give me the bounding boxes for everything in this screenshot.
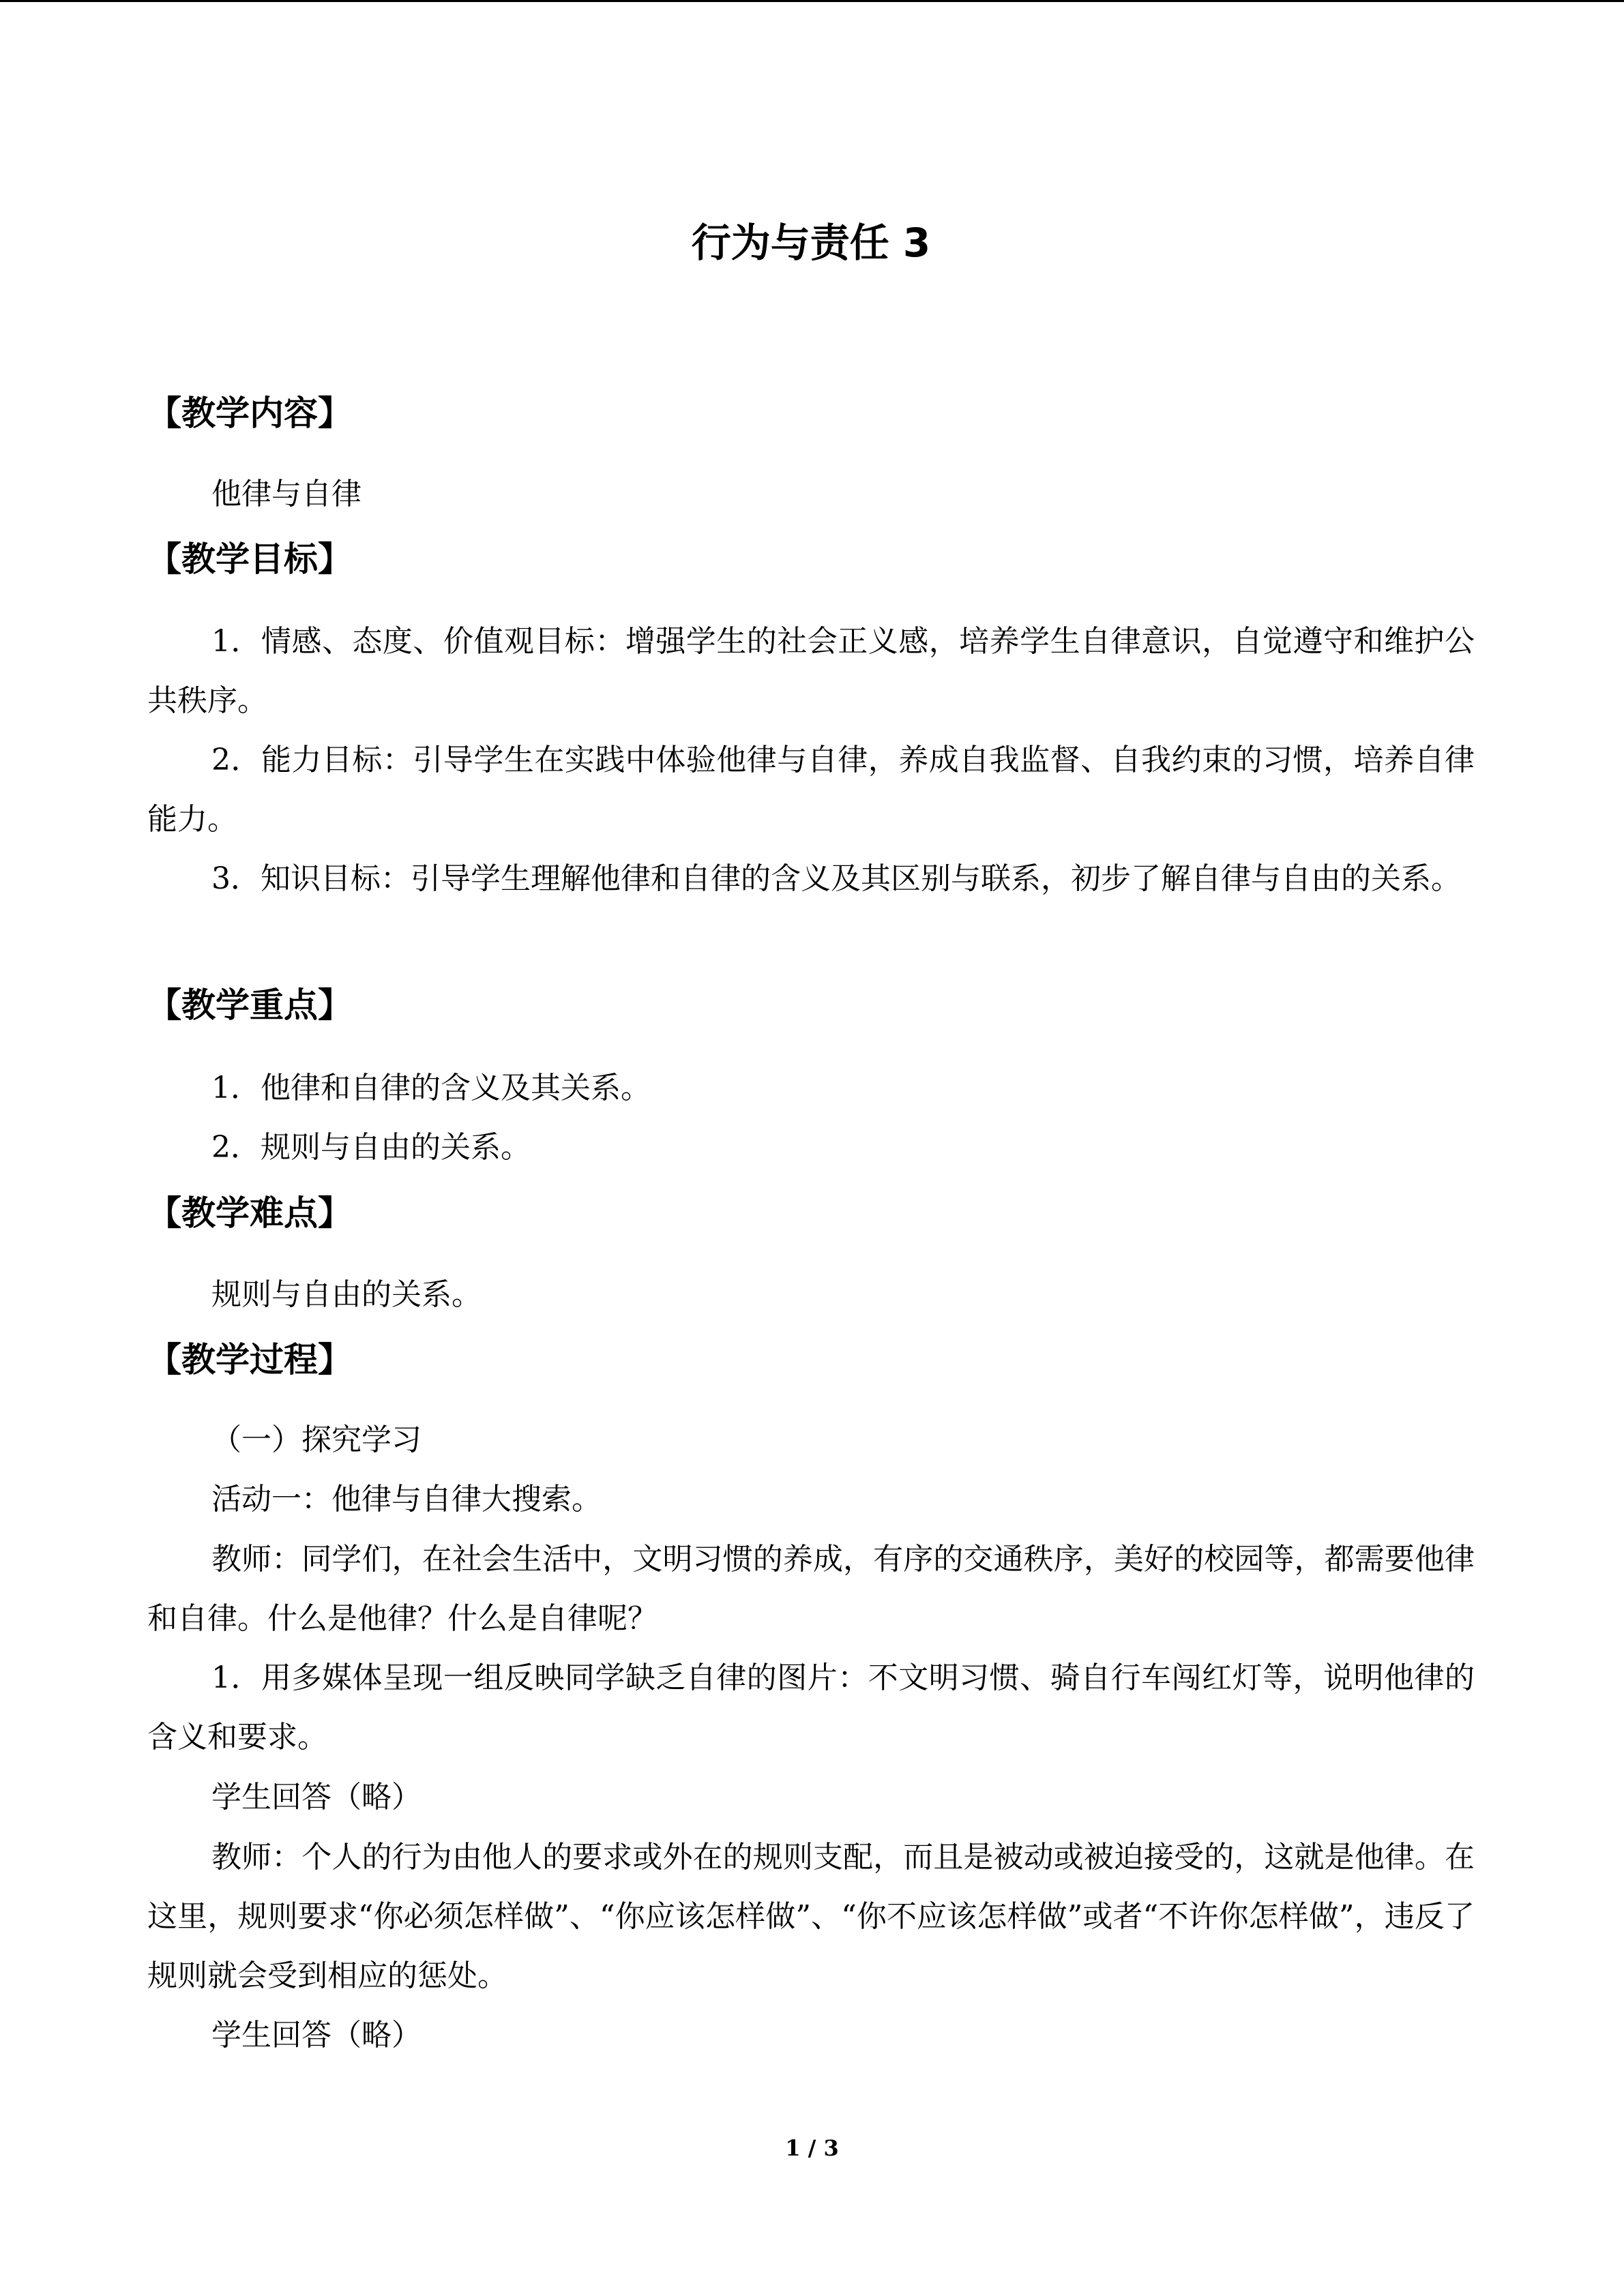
section-heading-teaching-content: 【教学内容】 [147, 393, 352, 433]
paragraph: 教师：同学们，在社会生活中，文明习惯的养成，有序的交通秩序，美好的校园等，都需要他律和自律。什么是他律？什么是自律呢？ [147, 1542, 1475, 1636]
paragraph: 1．情感、态度、价值观目标：增强学生的社会正义感，培养学生自律意识，自觉遵守和维护公共秩序。 [147, 624, 1475, 718]
section-heading-teaching-focus: 【教学重点】 [147, 985, 352, 1025]
paragraph: 学生回答（略） [211, 2018, 422, 2053]
paragraph: 规则与自由的关系。 [211, 1277, 482, 1312]
paragraph: 1．用多媒体呈现一组反映同学缺乏自律的图片：不文明习惯、骑自行车闯红灯等，说明他律的含义和要求。 [147, 1660, 1475, 1755]
section-heading-teaching-goals: 【教学目标】 [147, 539, 352, 579]
paragraph: 教师：个人的行为由他人的要求或外在的规则支配，而且是被动或被迫接受的，这就是他律。在这里，规则要求“你必须怎样做”、“你应该怎样做”、“你不应该怎样做”或者“不许你怎样做”，违反了规则就会受到相应的惩处。 [147, 1840, 1475, 1993]
paragraph: 活动一：他律与自律大搜索。 [211, 1482, 602, 1517]
page-number: 1 / 3 [785, 2135, 839, 2161]
paragraph: 2．能力目标：引导学生在实践中体验他律与自律，养成自我监督、自我约束的习惯，培养自律能力。 [147, 743, 1475, 837]
paragraph: 学生回答（略） [211, 1780, 422, 1815]
document-title: 行为与责任 3 [691, 220, 931, 266]
section-heading-teaching-process: 【教学过程】 [147, 1340, 352, 1380]
section-heading-teaching-difficulty: 【教学难点】 [147, 1193, 352, 1233]
paragraph: （一）探究学习 [211, 1422, 422, 1457]
paragraph: 2．规则与自由的关系。 [211, 1130, 531, 1165]
paragraph: 3．知识目标：引导学生理解他律和自律的含义及其区别与联系，初步了解自律与自由的关系。 [211, 861, 1461, 896]
top-border-line [0, 0, 1624, 2]
paragraph: 他律与自律 [211, 477, 361, 511]
paragraph: 1．他律和自律的含义及其关系。 [211, 1071, 651, 1105]
